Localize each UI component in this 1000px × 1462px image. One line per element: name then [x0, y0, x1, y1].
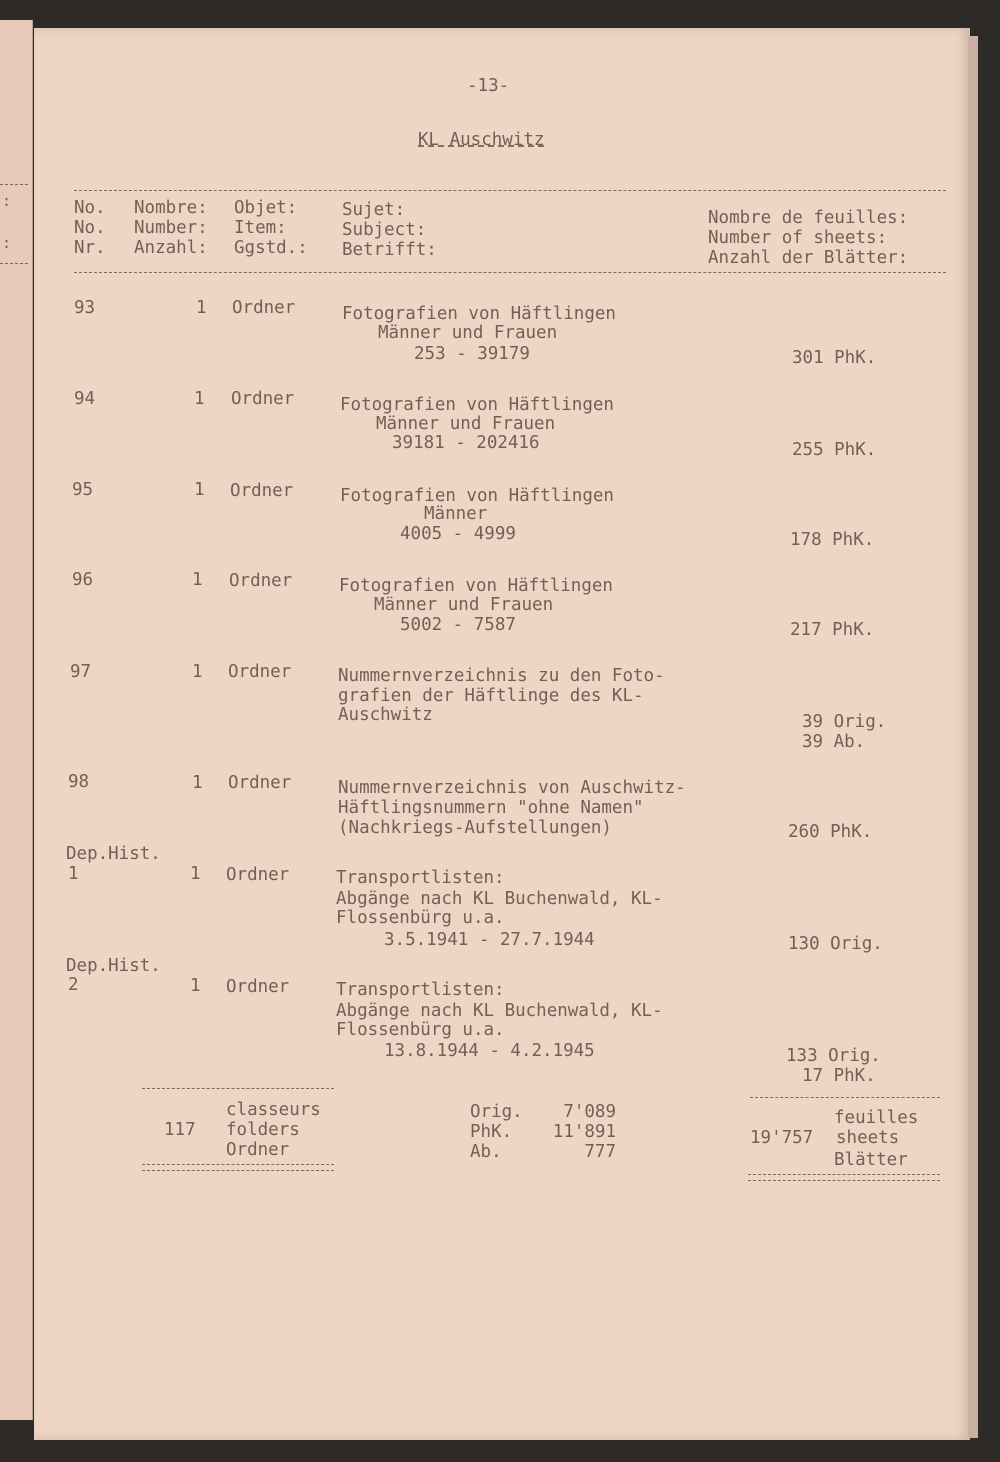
row-subject-line: Transportlisten: [336, 868, 505, 888]
row-item: Ordner [229, 571, 293, 591]
header-item-en: Item: [234, 218, 287, 238]
row-sheets: 39 Orig. [802, 712, 887, 732]
totals-type-value: 11'891 [552, 1122, 616, 1142]
row-item: Ordner [226, 865, 290, 885]
totals-type-label: Ab. [470, 1142, 502, 1162]
totals-count: 117 [164, 1120, 196, 1140]
row-count: 1 [194, 480, 205, 500]
row-count: 1 [192, 570, 203, 590]
header-sheets-en: Number of sheets: [708, 228, 888, 248]
row-no-prefix: Dep.Hist. [66, 844, 161, 864]
totals-double-rule-right [748, 1174, 940, 1181]
totals-type-label: Orig. [470, 1102, 523, 1122]
totals-sheets-total: 19'757 [750, 1128, 814, 1148]
row-no: 94 [74, 389, 96, 409]
totals-type-value: 7'089 [563, 1102, 616, 1122]
totals-type-value: 777 [584, 1142, 616, 1162]
row-subject-line: Transportlisten: [336, 980, 505, 1000]
header-count-fr: Nombre: [134, 198, 208, 218]
totals-double-rule-left [142, 1164, 334, 1171]
row-subject-line: 3.5.1941 - 27.7.1944 [384, 930, 595, 950]
row-no: 2 [68, 975, 79, 995]
row-subject-line: Auschwitz [338, 705, 433, 725]
header-sheets-fr: Nombre de feuilles: [708, 208, 909, 228]
row-no: 93 [74, 298, 96, 318]
row-sheets: 178 PhK. [790, 530, 875, 550]
row-subject-line: Abgänge nach KL Buchenwald, KL- [336, 889, 663, 909]
row-subject-line: (Nachkriegs-Aufstellungen) [338, 818, 612, 838]
row-item: Ordner [231, 389, 295, 409]
row-subject-line: 4005 - 4999 [400, 524, 516, 544]
row-item: Ordner [232, 298, 296, 318]
row-subject-line: Männer [424, 504, 488, 524]
row-subject-line: Häftlingsnummern "ohne Namen" [338, 798, 644, 818]
previous-page-rule [0, 263, 28, 264]
row-no: 96 [72, 570, 94, 590]
row-count: 1 [192, 773, 203, 793]
row-sheets: 255 PhK. [792, 440, 877, 460]
row-no: 98 [68, 772, 90, 792]
totals-rule-top-left [142, 1088, 334, 1089]
row-sheets: 130 Orig. [788, 934, 883, 954]
row-subject-line: Männer und Frauen [378, 323, 558, 343]
row-sheets: 133 Orig. [786, 1046, 881, 1066]
row-item: Ordner [226, 977, 290, 997]
totals-label-fr: classeurs [226, 1100, 321, 1120]
row-subject-line: Männer und Frauen [374, 595, 554, 615]
header-no-en: No. [74, 218, 106, 238]
row-subject-line: Abgänge nach KL Buchenwald, KL- [336, 1001, 663, 1021]
row-sheets: 260 PhK. [788, 822, 873, 842]
row-subject-line: 253 - 39179 [414, 344, 530, 364]
previous-page-rule [0, 184, 28, 185]
header-sheets-de: Anzahl der Blätter: [708, 248, 909, 268]
row-sheets: 17 PhK. [802, 1066, 876, 1086]
totals-label-de: Ordner [226, 1140, 290, 1160]
header-count-en: Number: [134, 218, 208, 238]
row-subject-line: Fotografien von Häftlingen [340, 395, 614, 415]
row-count: 1 [190, 976, 201, 996]
row-sheets: 39 Ab. [802, 732, 866, 752]
row-no: 95 [72, 480, 94, 500]
header-item-de: Ggstd.: [234, 238, 308, 258]
row-item: Ordner [228, 773, 292, 793]
previous-page-edge: : : [0, 20, 33, 1420]
row-count: 1 [190, 864, 201, 884]
row-subject-line: Nummernverzeichnis von Auschwitz- [338, 778, 686, 798]
header-no-de: Nr. [74, 238, 106, 258]
row-subject-line: Nummernverzeichnis zu den Foto- [338, 666, 665, 686]
row-subject-line: Fotografien von Häftlingen [339, 576, 613, 596]
header-rule-bottom [74, 272, 946, 273]
row-sheets: 217 PhK. [790, 620, 875, 640]
header-rule-top [74, 190, 946, 191]
row-subject-line: Flossenbürg u.a. [336, 1020, 505, 1040]
header-subject-fr: Sujet: [342, 200, 406, 220]
page-number: -13- [467, 76, 510, 96]
row-subject-line: Flossenbürg u.a. [336, 908, 505, 928]
totals-sheets-label-fr: feuilles [834, 1108, 919, 1128]
header-item-fr: Objet: [234, 198, 298, 218]
row-sheets: 301 PhK. [792, 348, 877, 368]
row-subject-line: 39181 - 202416 [392, 433, 540, 453]
totals-sheets-label-de: Blätter [834, 1150, 908, 1170]
header-no-fr: No. [74, 198, 106, 218]
totals-rule-top-right [750, 1097, 940, 1098]
row-subject-line: 5002 - 7587 [400, 615, 516, 635]
row-count: 1 [196, 298, 207, 318]
row-no-prefix: Dep.Hist. [66, 956, 161, 976]
header-subject-en: Subject: [342, 220, 427, 240]
row-count: 1 [192, 662, 203, 682]
row-item: Ordner [230, 481, 294, 501]
totals-label-en: folders [226, 1120, 300, 1140]
row-no: 1 [68, 864, 79, 884]
header-subject-de: Betrifft: [342, 240, 437, 260]
row-count: 1 [194, 389, 205, 409]
row-subject-line: Männer und Frauen [376, 414, 556, 434]
row-subject-line: grafien der Häftlinge des KL- [338, 686, 644, 706]
totals-sheets-label-en: sheets [836, 1128, 900, 1148]
header-count-de: Anzahl: [134, 238, 208, 258]
page-title: KL Auschwitz [418, 130, 545, 150]
row-subject-line: 13.8.1944 - 4.2.1945 [384, 1041, 595, 1061]
page-edge-right [968, 36, 978, 1438]
row-subject-line: Fotografien von Häftlingen [342, 304, 616, 324]
totals-type-label: PhK. [470, 1122, 513, 1142]
row-no: 97 [70, 662, 92, 682]
row-item: Ordner [228, 662, 292, 682]
row-subject-line: Fotografien von Häftlingen [340, 486, 614, 506]
